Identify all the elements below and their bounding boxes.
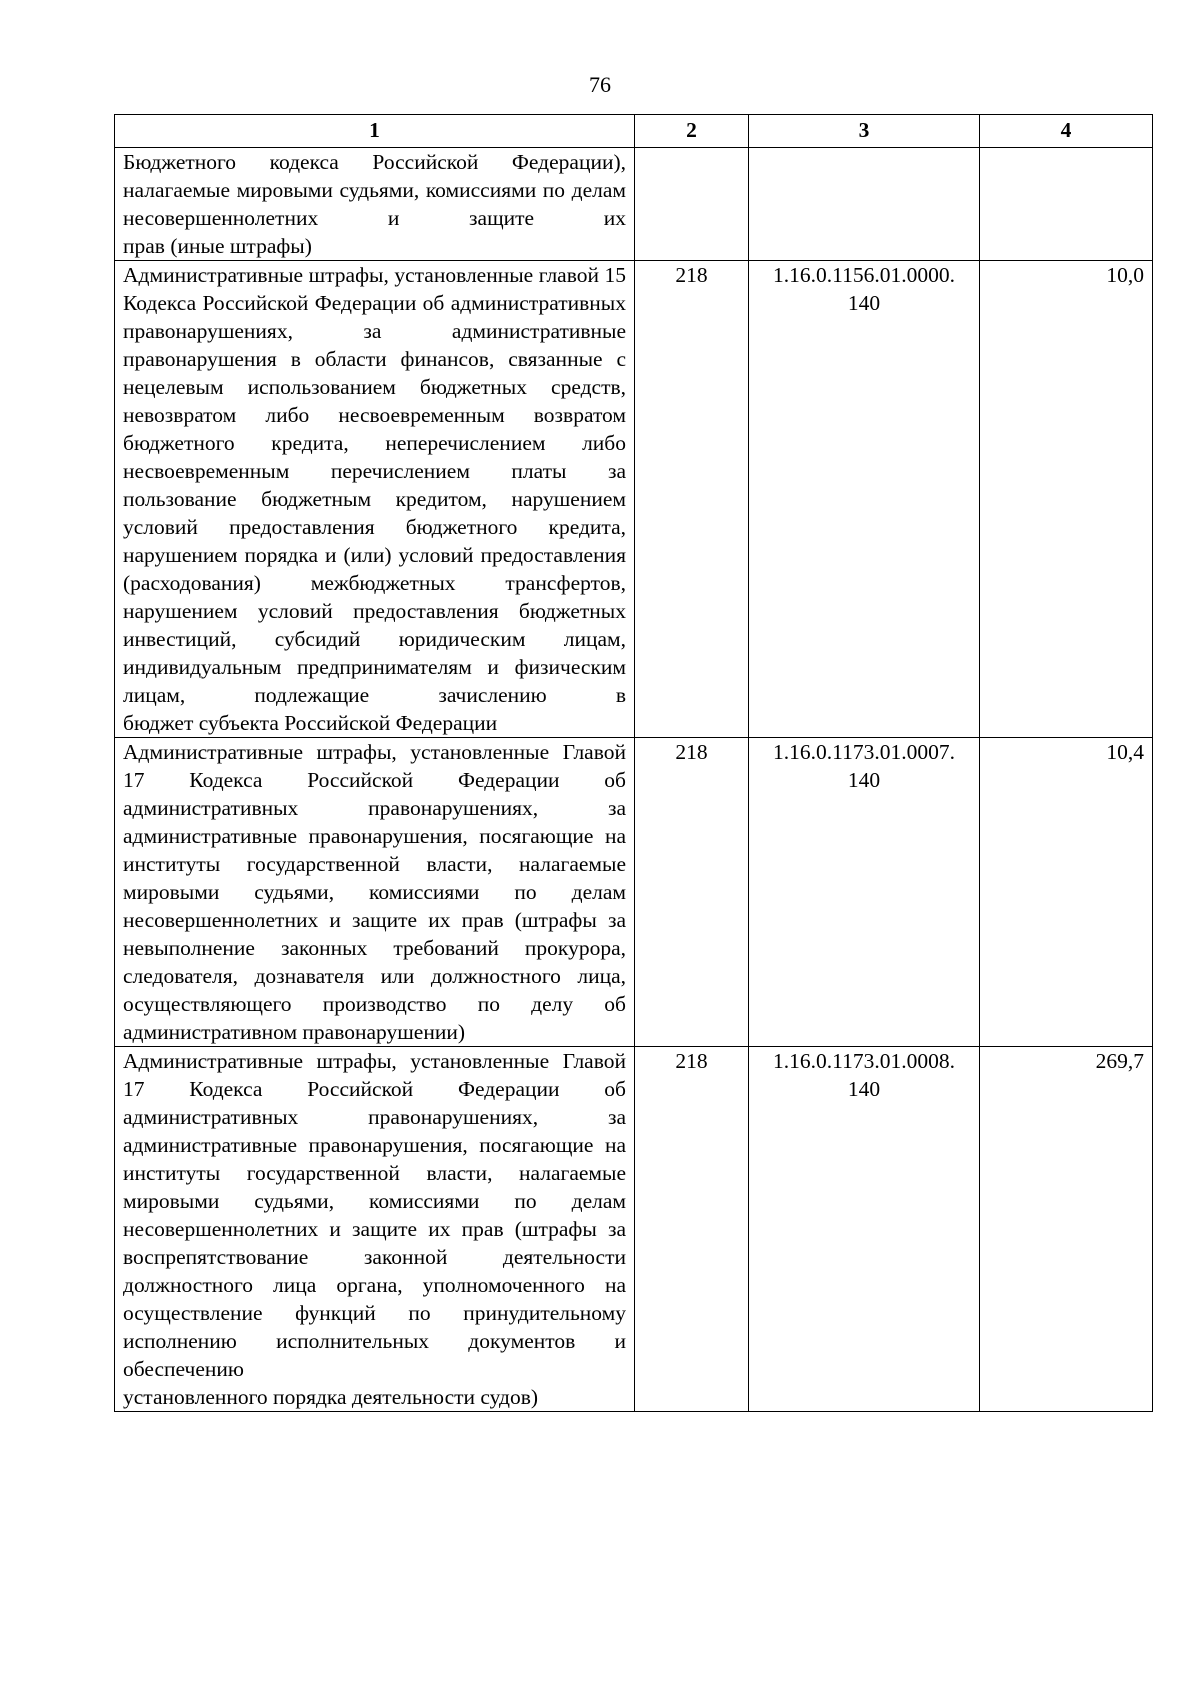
revenue-name-last-line: бюджет субъекта Российской Федерации <box>123 711 498 735</box>
budget-code-cell <box>749 1047 980 1412</box>
admin-code-cell: 218 <box>635 1047 749 1412</box>
table-header <box>115 115 1153 148</box>
revenue-name-cell <box>115 738 635 1047</box>
admin-code-cell <box>635 148 749 261</box>
revenue-name-text: Административные штрафы, установленные Главой 17 Кодекса Российской Федерации об административных правонарушениях, за административные правонарушения, посягающие на институты государственной власти, налагаемые мировыми судьями, комиссиями по делам несовершеннолетних и защите их прав (штрафы за невыполнение законных требований прокурора, следователя, дознавателя или должностного лица, осуществляющего производство по делу об <box>123 740 626 1016</box>
table-row <box>115 261 1153 738</box>
page-number: 76 <box>589 72 611 97</box>
budget-code-suffix: 140 <box>847 1077 881 1101</box>
table-row <box>115 1047 1153 1412</box>
amount-cell: 10,4 <box>980 738 1153 1047</box>
budget-code-cell <box>749 738 980 1047</box>
budget-code-main: 1.16.0.1173.01.0007. <box>773 740 955 764</box>
budget-code-cell <box>749 261 980 738</box>
column-header-1: 1 <box>115 115 635 148</box>
budget-code-suffix: 140 <box>847 291 881 315</box>
revenue-table <box>114 114 1153 1412</box>
column-header-4: 4 <box>980 115 1153 148</box>
budget-code-cell <box>749 148 980 261</box>
table-row <box>115 148 1153 261</box>
column-header-3: 3 <box>749 115 980 148</box>
revenue-name-cell <box>115 261 635 738</box>
revenue-name-last-line: прав (иные штрафы) <box>123 234 312 258</box>
column-header-2: 2 <box>635 115 749 148</box>
revenue-name-text: Административные штрафы, установленные главой 15 Кодекса Российской Федерации об административных правонарушениях, за административные правонарушения в области финансов, связанные с нецелевым использованием бюджетных средств, невозвратом либо несвоевременным возвратом бюджетного кредита, неперечислением либо несвоевременным перечислением платы за пользование бюджетным кредитом, нарушением условий предоставления бюджетного кредита, нарушением порядка и (или) условий предоставления (расходования) межбюджетных трансфертов, нарушением условий предоставления бюджетных инвестиций, субсидий юридическим лицам, индивидуальным предпринимателям и физическим лицам, подлежащие зачислению в <box>123 263 626 707</box>
revenue-name-cell <box>115 148 635 261</box>
revenue-name-text: Бюджетного кодекса Российской Федерации), налагаемые мировыми судьями, комиссиями по делам несовершеннолетних и защите их <box>123 150 626 230</box>
budget-code-main: 1.16.0.1173.01.0008. <box>773 1049 955 1073</box>
revenue-name-text: Административные штрафы, установленные Главой 17 Кодекса Российской Федерации об административных правонарушениях, за административные правонарушения, посягающие на институты государственной власти, налагаемые мировыми судьями, комиссиями по делам несовершеннолетних и защите их прав (штрафы за воспрепятствование законной деятельности должностного лица органа, уполномоченного на осуществление функций по принудительному исполнению исполнительных документов и обеспечению <box>123 1049 626 1381</box>
revenue-name-last-line: административном правонарушении) <box>123 1020 466 1044</box>
amount-cell <box>980 148 1153 261</box>
amount-cell: 10,0 <box>980 261 1153 738</box>
table-body <box>115 148 1153 1412</box>
admin-code-cell: 218 <box>635 738 749 1047</box>
budget-code-suffix: 140 <box>847 768 881 792</box>
revenue-name-last-line: установленного порядка деятельности судов) <box>123 1385 539 1409</box>
admin-code-cell: 218 <box>635 261 749 738</box>
table-row <box>115 738 1153 1047</box>
header-row <box>115 115 1153 148</box>
revenue-name-cell <box>115 1047 635 1412</box>
amount-cell: 269,7 <box>980 1047 1153 1412</box>
budget-code-main: 1.16.0.1156.01.0000. <box>773 263 955 287</box>
